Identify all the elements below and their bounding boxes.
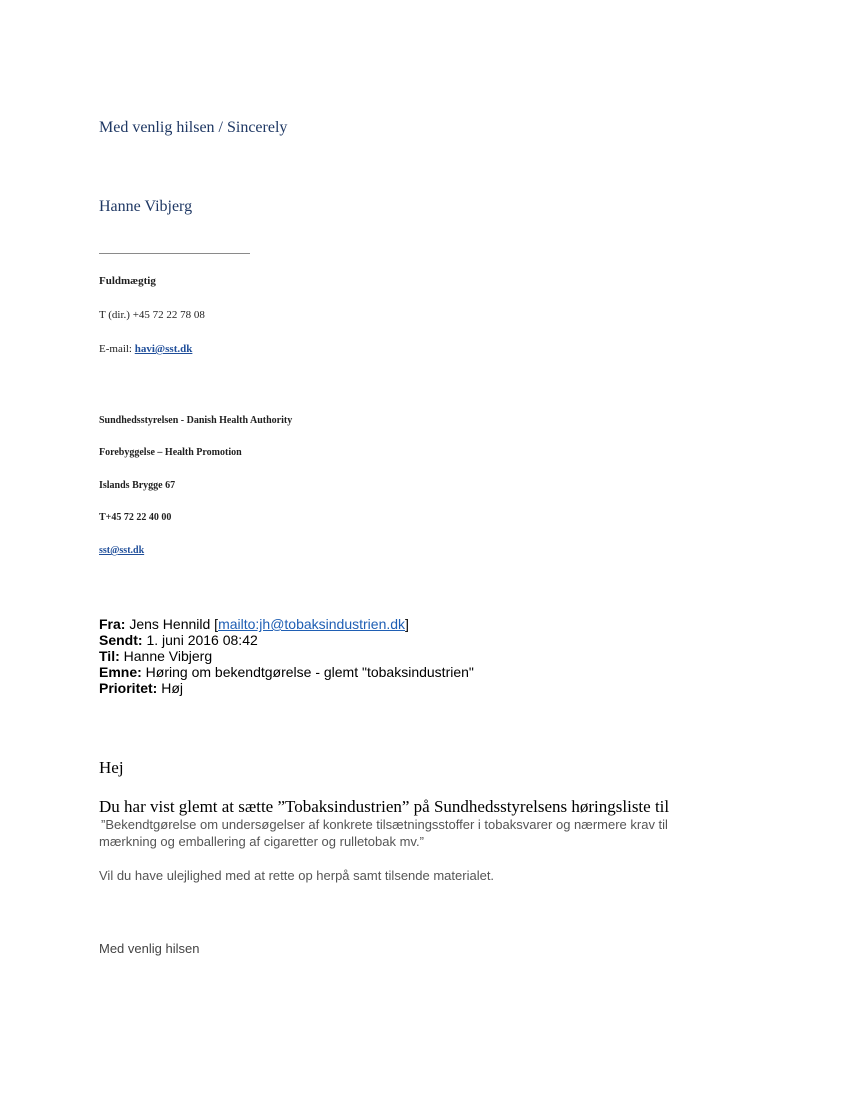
header-sent-value: 1. juni 2016 08:42 [142, 632, 258, 648]
header-from-label: Fra: [99, 616, 126, 632]
org-phone: T+45 72 22 40 00 [99, 512, 172, 523]
signature-title: Fuldmægtig [99, 275, 156, 287]
header-from [99, 616, 409, 632]
message-quote-line-1: ”Bekendtgørelse om undersøgelser af konkrete tilsætningsstoffer i tobaksvarer og nærmere krav til [101, 817, 668, 832]
header-from-end: ] [405, 616, 409, 632]
message-request: Vil du have ulejlighed med at rette op herpå samt tilsende materialet. [99, 868, 495, 883]
org-address: Islands Brygge 67 [99, 480, 176, 491]
signature-email-label: E-mail: [99, 343, 135, 355]
message-quote-line-2: mærkning og emballering af cigaretter og rulletobak mv.” [99, 834, 424, 849]
header-to-label: Til: [99, 648, 120, 664]
signature-email-line [99, 343, 192, 355]
header-priority-label: Prioritet: [99, 680, 158, 696]
message-closing: Med venlig hilsen [99, 941, 200, 956]
header-priority-value: Høj [157, 680, 184, 696]
org-email-link[interactable]: sst@sst.dk [99, 545, 145, 556]
signature-greeting: Med venlig hilsen / Sincerely [99, 119, 288, 136]
org-name: Sundhedsstyrelsen - Danish Health Authority [99, 415, 293, 426]
header-from-name: Jens Hennild [ [125, 616, 219, 632]
signature-divider [99, 253, 250, 254]
header-to [99, 648, 212, 664]
signature-phone: T (dir.) +45 72 22 78 08 [99, 309, 205, 321]
header-subject [99, 664, 474, 680]
signature-name: Hanne Vibjerg [99, 198, 193, 215]
message-line-1: Du har vist glemt at sætte ”Tobaksindustrien” på Sundhedsstyrelsens høringsliste til [99, 797, 670, 816]
header-subject-label: Emne: [99, 664, 142, 680]
message-salutation: Hej [99, 758, 124, 777]
header-subject-value: Høring om bekendtgørelse - glemt "tobaksindustrien" [141, 664, 474, 680]
header-sent-label: Sendt: [99, 632, 143, 648]
signature-email-link[interactable]: havi@sst.dk [134, 343, 193, 355]
org-department: Forebyggelse – Health Promotion [99, 447, 242, 458]
header-priority [99, 680, 183, 696]
header-to-value: Hanne Vibjerg [119, 648, 213, 664]
org-email-line [99, 545, 144, 556]
header-from-link[interactable]: mailto:jh@tobaksindustrien.dk [218, 616, 406, 632]
header-sent [99, 632, 258, 648]
